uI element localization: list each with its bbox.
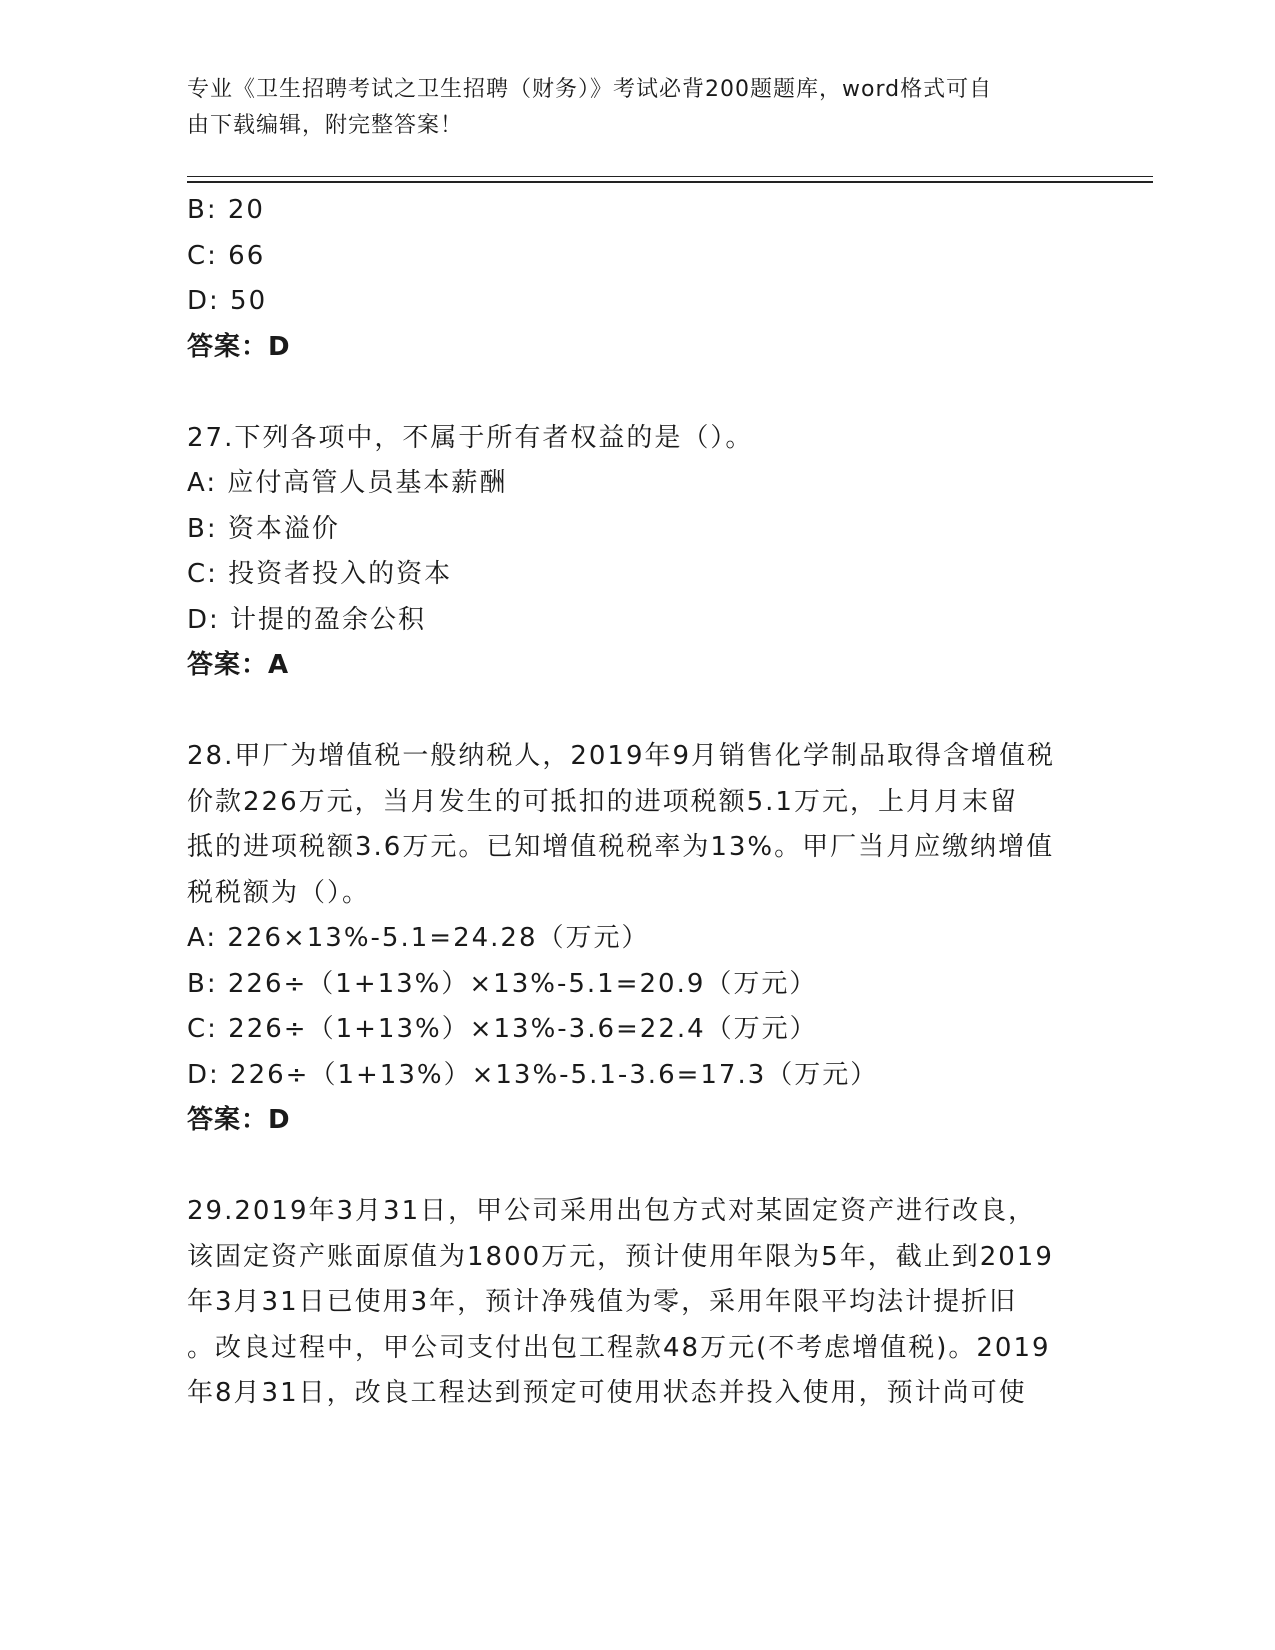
header-line-2: 由下载编辑，附完整答案！ xyxy=(187,113,464,138)
option-c: C: 66 xyxy=(187,240,266,271)
question-stem-line: 该固定资产账面原值为1800万元，预计使用年限为5年，截止到2019 xyxy=(187,1241,1054,1272)
question-stem-line: 税税额为（）。 xyxy=(187,877,371,908)
header-line-1: 专业《卫生招聘考试之卫生招聘（财务）》考试必背200题题库，word格式可自 xyxy=(187,77,993,102)
question-28 xyxy=(187,734,1087,1144)
question-27 xyxy=(187,416,1087,689)
option-b: B: 226÷（1+13%）×13%-5.1=20.9（万元） xyxy=(187,968,818,999)
question-stem-line: 抵的进项税额3.6万元。已知增值税税率为13%。甲厂当月应缴纳增值 xyxy=(187,832,1055,862)
answer-label: 答案：D xyxy=(187,331,291,362)
option-a: A: 226×13%-5.1=24.28（万元） xyxy=(187,923,650,953)
question-stem: 27.下列各项中，不属于所有者权益的是（）。 xyxy=(187,422,754,453)
answer-label: 答案：D xyxy=(187,1105,291,1135)
spacer xyxy=(187,689,1087,735)
document-header xyxy=(187,72,1087,144)
question-29 xyxy=(187,1189,1087,1417)
answer-label: 答案：A xyxy=(187,650,290,680)
question-stem-line: 年3月31日已使用3年，预计净残值为零，采用年限平均法计提折旧 xyxy=(187,1287,1018,1317)
option-c: C: 226÷（1+13%）×13%-3.6=22.4（万元） xyxy=(187,1014,818,1044)
header-divider-thin xyxy=(187,176,1153,177)
option-b: B: 20 xyxy=(187,195,265,225)
question-stem-line: 28.甲厂为增值税一般纳税人，2019年9月销售化学制品取得含增值税 xyxy=(187,741,1056,771)
question-stem-line: 价款226万元，当月发生的可抵扣的进项税额5.1万元，上月月末留 xyxy=(187,786,1018,817)
option-a: A: 应付高管人员基本薪酬 xyxy=(187,468,508,498)
question-26-tail xyxy=(187,188,1087,370)
header-divider-thick xyxy=(187,181,1153,183)
question-stem-line: 年8月31日，改良工程达到预定可使用状态并投入使用，预计尚可使 xyxy=(187,1378,1027,1408)
option-d: D: 计提的盈余公积 xyxy=(187,604,427,635)
option-d: D: 50 xyxy=(187,286,268,316)
spacer xyxy=(187,370,1087,416)
question-stem-line: 29.2019年3月31日，甲公司采用出包方式对某固定资产进行改良， xyxy=(187,1196,1037,1226)
option-c: C: 投资者投入的资本 xyxy=(187,559,453,589)
question-stem-line: 。改良过程中，甲公司支付出包工程款48万元(不考虑增值税)。2019 xyxy=(187,1332,1051,1363)
option-d: D: 226÷（1+13%）×13%-5.1-3.6=17.3（万元） xyxy=(187,1059,879,1090)
document-body xyxy=(187,188,1087,1417)
spacer xyxy=(187,1144,1087,1190)
option-b: B: 资本溢价 xyxy=(187,513,340,544)
